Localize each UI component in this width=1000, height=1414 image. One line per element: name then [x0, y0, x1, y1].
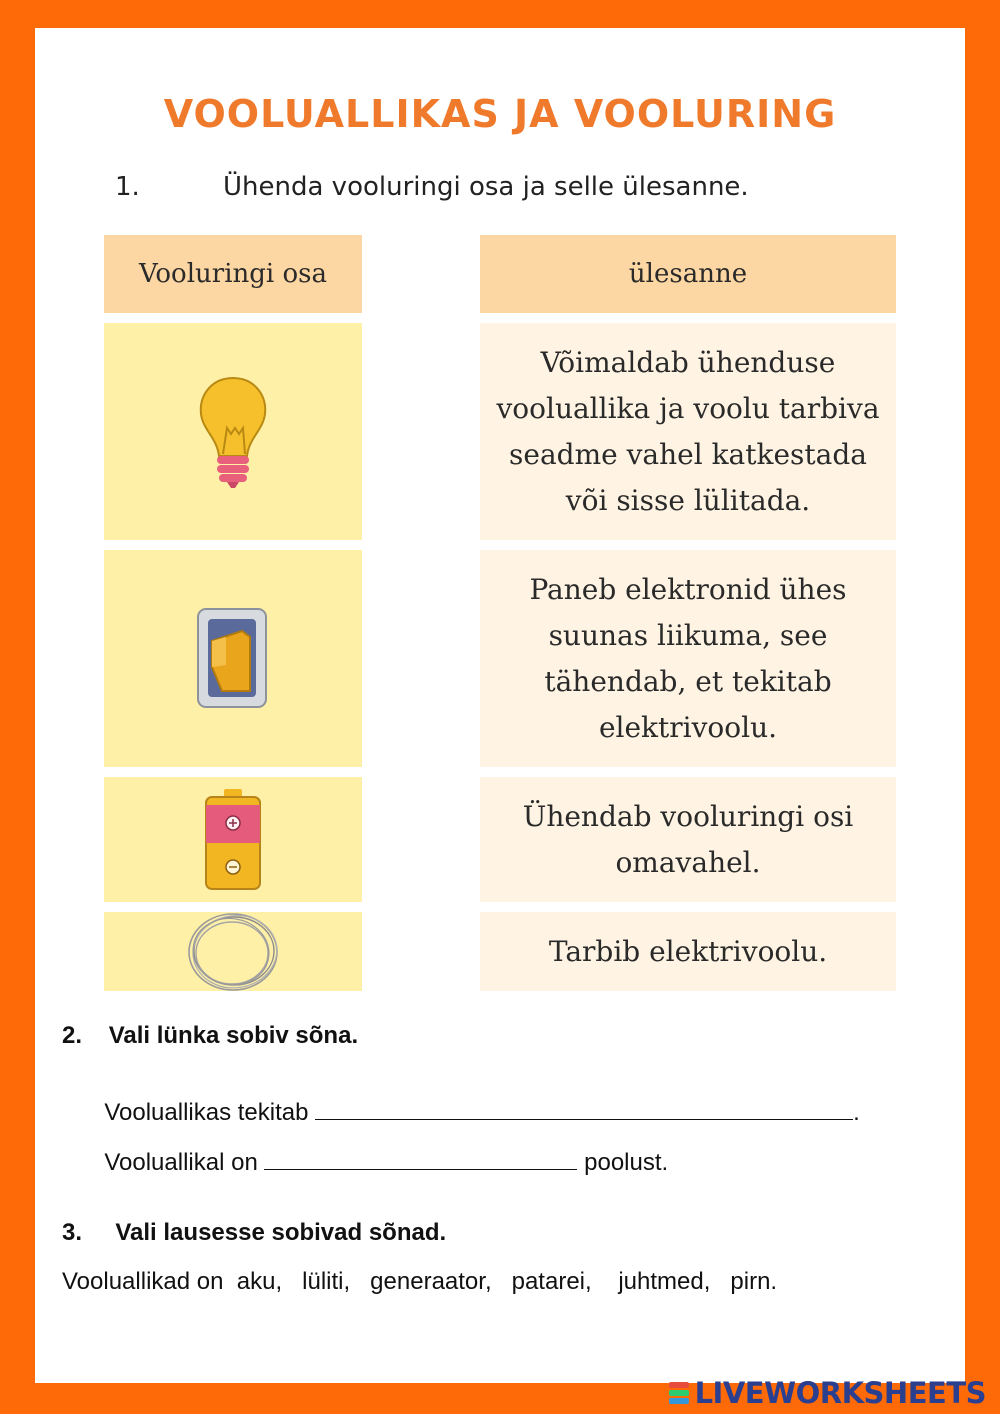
- task2-blank-2[interactable]: [264, 1149, 577, 1170]
- logo-text: LIVEWORKSHEETS: [694, 1376, 986, 1410]
- task1-number: 1.: [115, 172, 140, 202]
- task-cell-1[interactable]: Võimaldab ühenduse vooluallika ja voolu tarbiva seadme vahel katkestada või sisse lülitada.: [480, 323, 896, 540]
- task2-line-1: [91, 1071, 860, 1127]
- task2-line2-text: Vooluallikal on: [104, 1149, 265, 1176]
- light-bulb-icon: [193, 372, 273, 492]
- page-title: VOOLUALLIKAS JA VOOLURING: [163, 92, 837, 136]
- part-cell-switch[interactable]: [104, 550, 362, 767]
- part-cell-wire[interactable]: [104, 912, 362, 991]
- task2-blank-1[interactable]: [315, 1099, 853, 1120]
- task2-line2-end: poolust.: [577, 1149, 669, 1176]
- wire-coil-icon: [183, 910, 283, 994]
- header-vooluringi-osa: Vooluringi osa: [104, 235, 362, 313]
- task-cell-4[interactable]: Tarbib elektrivoolu.: [480, 912, 896, 991]
- liveworksheets-logo: [695, 1376, 986, 1410]
- part-cell-battery[interactable]: [104, 777, 362, 902]
- part-cell-bulb[interactable]: [104, 323, 362, 540]
- task1-instruction: Ühenda vooluringi osa ja selle ülesanne.: [223, 172, 749, 202]
- task-cell-3[interactable]: Ühendab vooluringi osi omavahel.: [480, 777, 896, 902]
- liveworksheets-logo-icon: [669, 1382, 689, 1406]
- task2-line1-end: .: [853, 1099, 860, 1126]
- switch-icon: [196, 607, 270, 711]
- task-cell-2[interactable]: Paneb elektronid ühes suunas liikuma, see tähendab, et tekitab elektrivoolu.: [480, 550, 896, 767]
- task2-heading: 2. Vali lünka sobiv sõna.: [62, 1022, 359, 1049]
- header-ulesanne: ülesanne: [480, 235, 896, 313]
- task3-sentence[interactable]: Vooluallikad on aku, lüliti, generaator, patarei, juhtmed, pirn.: [62, 1268, 778, 1295]
- task3-heading: 3. Vali lausesse sobivad sõnad.: [62, 1219, 447, 1246]
- battery-icon: [200, 787, 266, 893]
- task2-line1-text: Vooluallikas tekitab: [104, 1099, 316, 1126]
- task2-line-2: [91, 1121, 668, 1177]
